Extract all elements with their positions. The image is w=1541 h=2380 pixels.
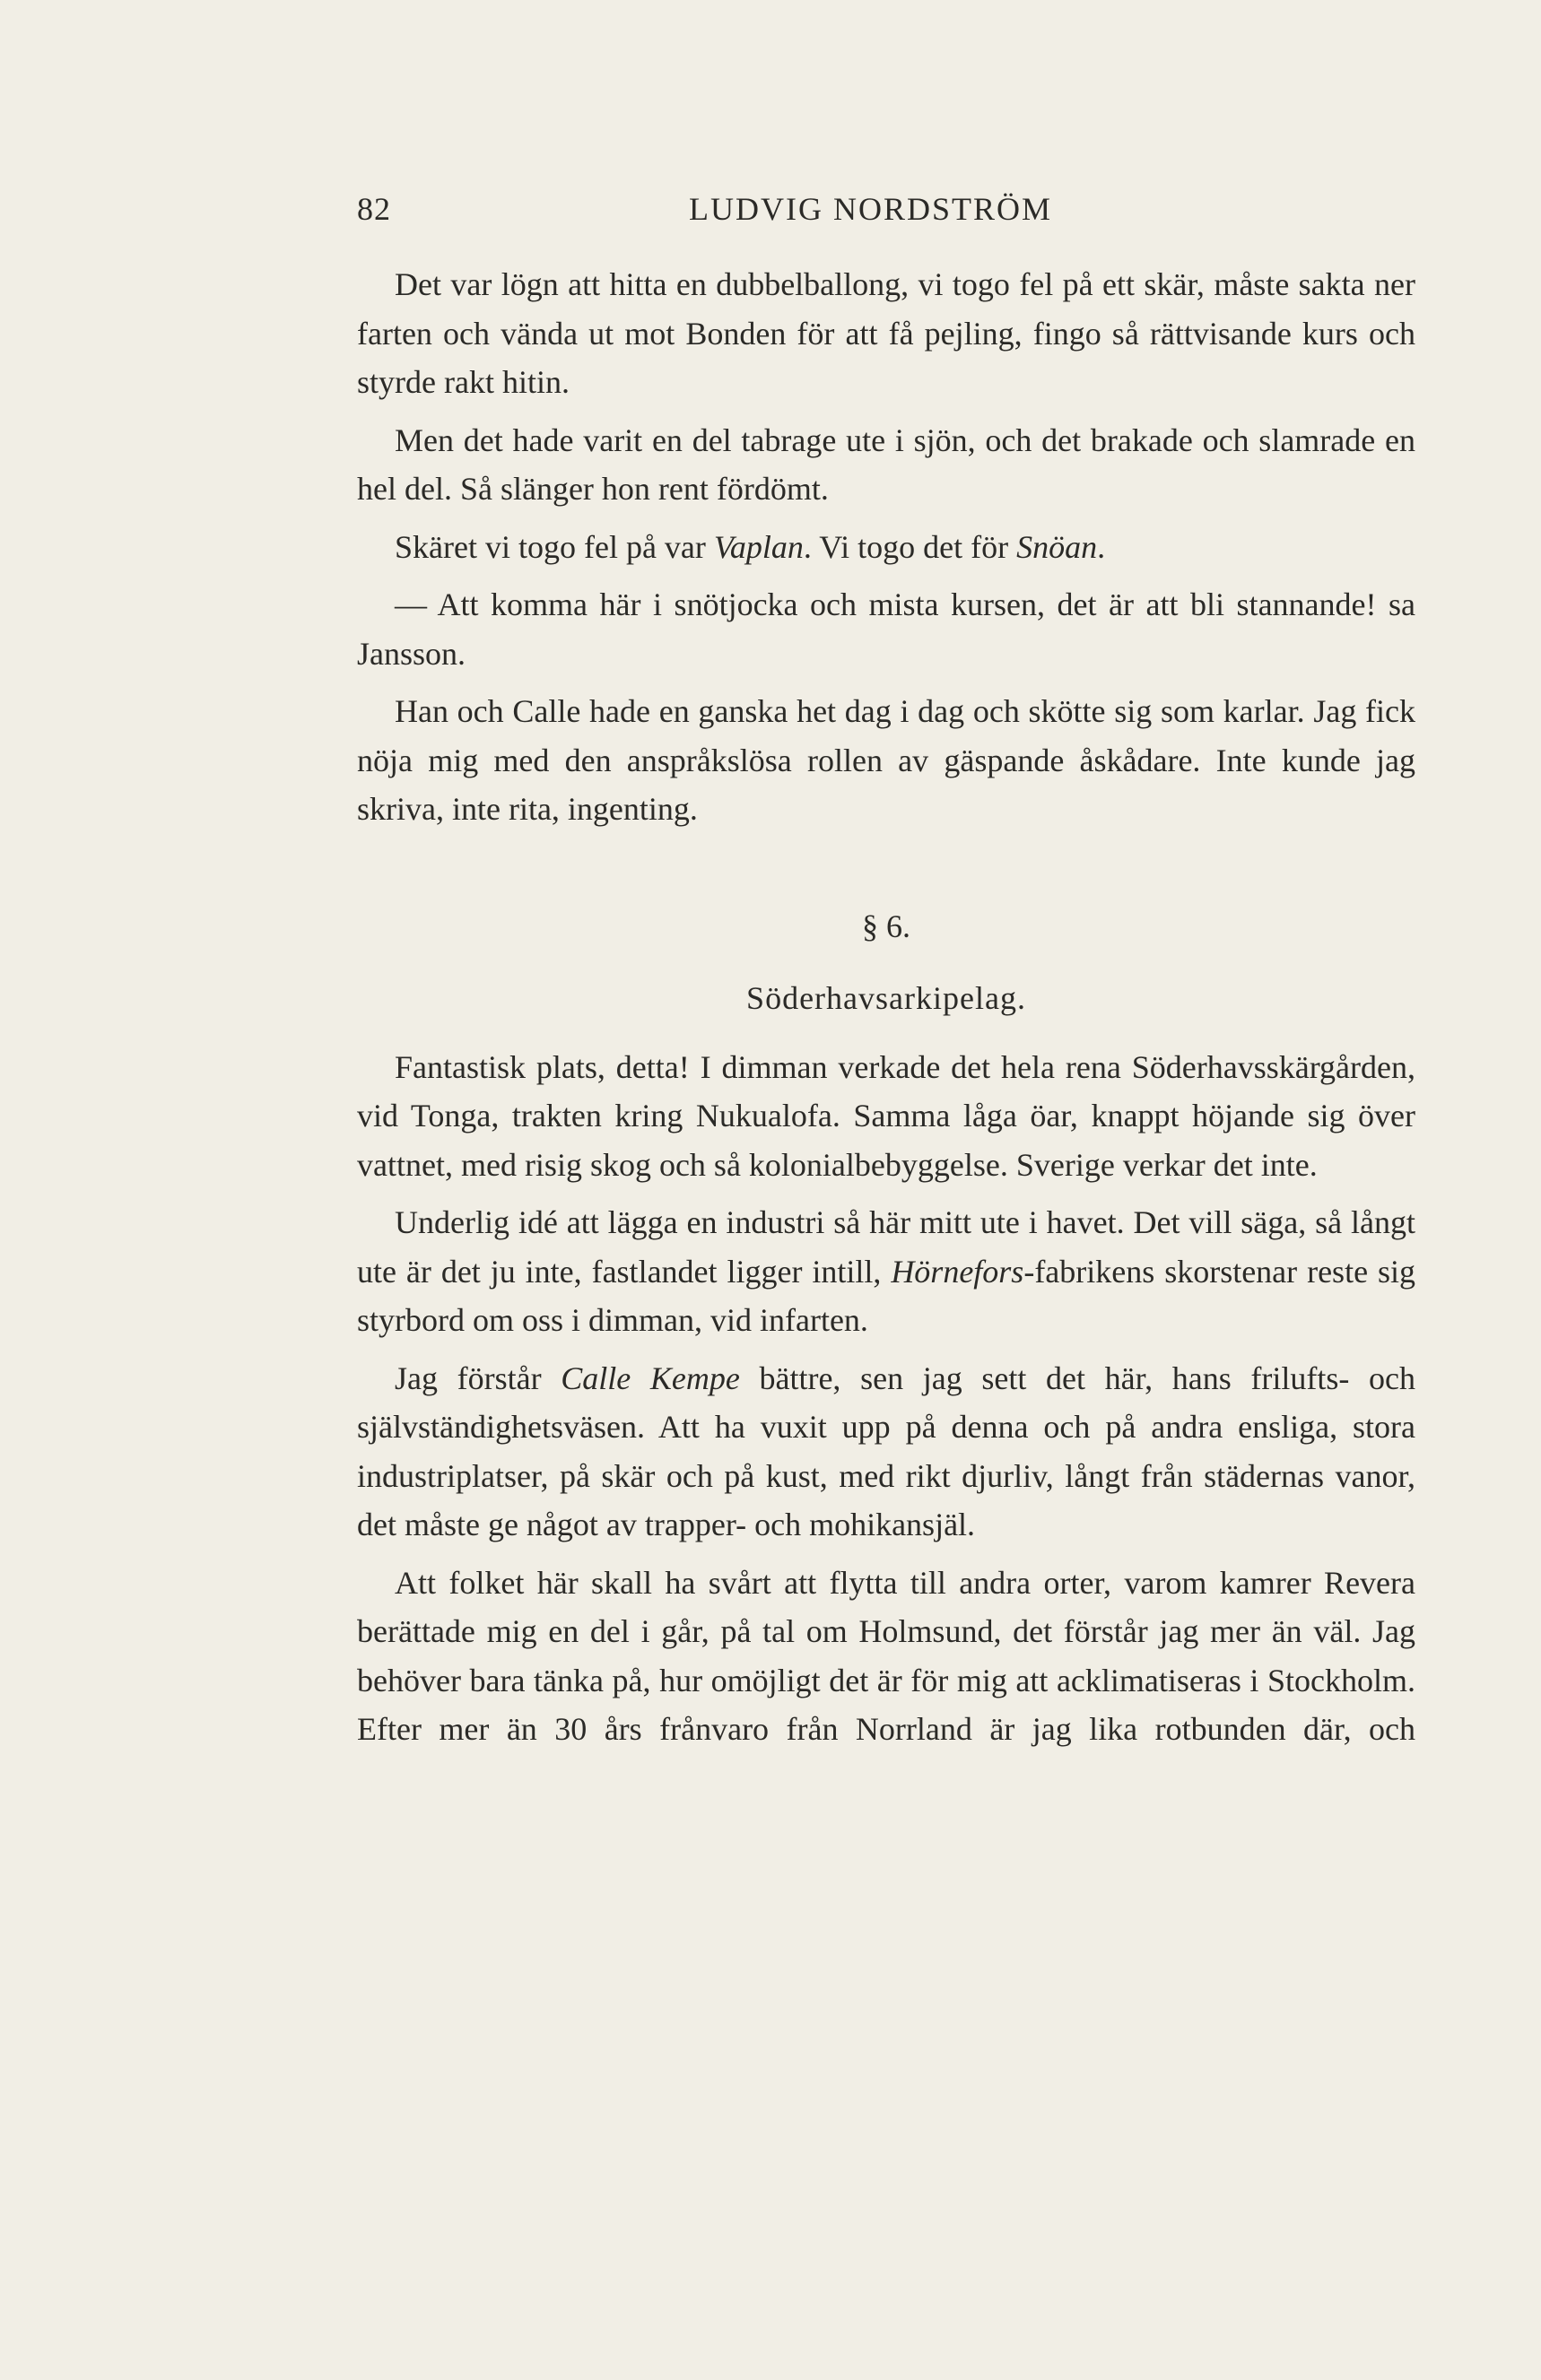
paragraph-3: [357, 523, 1415, 572]
paragraph-8-text-c: bättre, sen jag sett det här, hans frilufts- och självständighetsväsen. Att ha vuxit upp på denna och på andra ensliga, stora industriplatser, på skär och på kust, med rikt djurliv, långt från städernas vanor, det måste ge något av trapper- och mohikansjäl.: [357, 1359, 1415, 1542]
person-name-calle-kempe: Calle Kempe: [561, 1359, 740, 1396]
running-head: LUDVIG NORDSTRÖM: [689, 191, 1053, 227]
paragraph-7-text-a: Underlig idé att lägga en industri så här mitt ute i havet. Det vill säga, så långt ute är det ju inte, fastlandet ligger intill,: [357, 1204, 1415, 1290]
paragraph-6: Fantastisk plats, detta! I dimman verkade det hela rena Söderhavsskärgården, vid Tonga, trakten kring Nukualofa. Samma låga öar, knappt höjande sig över vattnet, med risig skog och så kolonialbebyggelse. Sverige verkar det inte.: [357, 1048, 1415, 1183]
paragraph-3-text-a: Skäret vi togo fel på var: [395, 528, 714, 565]
paragraph-9: Att folket här skall ha svårt att flytta till andra orter, varom kamrer Revera berättade mig en del i går, på tal om Holmsund, det förstår jag mer än väl. Jag behöver bara tänka på, hur omöjligt det är för mig att acklimatiseras i Stockholm. Efter mer än 30 års frånvaro från Norrland är jag lika rotbunden där, och: [357, 1564, 1415, 1747]
place-name-vaplan: Vaplan: [713, 528, 804, 565]
page-header: [357, 190, 1415, 244]
place-name-hornefors: Hörnefors: [891, 1253, 1024, 1290]
paragraph-4: — Att komma här i snötjocka och mista kursen, det är att bli stannande! sa Jansson.: [357, 586, 1415, 672]
paragraph-7: [357, 1198, 1415, 1345]
place-name-snoan: Snöan: [1016, 528, 1098, 565]
section-title: Söderhavsarkipelag.: [746, 980, 1026, 1016]
paragraph-8: [357, 1354, 1415, 1550]
paragraph-8-text-a: Jag förstår: [395, 1359, 562, 1396]
body-text: [357, 260, 1415, 1763]
paragraph-2: Men det hade varit en del tabrage ute i sjön, och det brakade och slamrade en hel del. Så slänger hon rent fördömt.: [357, 421, 1415, 507]
paragraph-5: Han och Calle hade en ganska het dag i dag och skötte sig som karlar. Jag fick nöja mig med den anspråkslösa rollen av gäspande åskådare. Inte kunde jag skriva, inte rita, ingenting.: [357, 693, 1415, 827]
paragraph-3-text-e: .: [1097, 528, 1106, 565]
page-number: 82: [357, 191, 391, 227]
paragraph-1: Det var lögn att hitta en dubbelballong, vi togo fel på ett skär, måste sakta ner farten och vända ut mot Bonden för att få pejling, fingo så rättvisande kurs och styrde rakt hitin.: [357, 266, 1415, 400]
section-number: § 6.: [862, 908, 910, 944]
paragraph-3-text-c: . Vi togo det för: [803, 528, 1017, 565]
paragraph-7-text-c: -fabrikens skorstenar reste sig styrbord om oss i dimman, vid infarten.: [357, 1253, 1415, 1338]
